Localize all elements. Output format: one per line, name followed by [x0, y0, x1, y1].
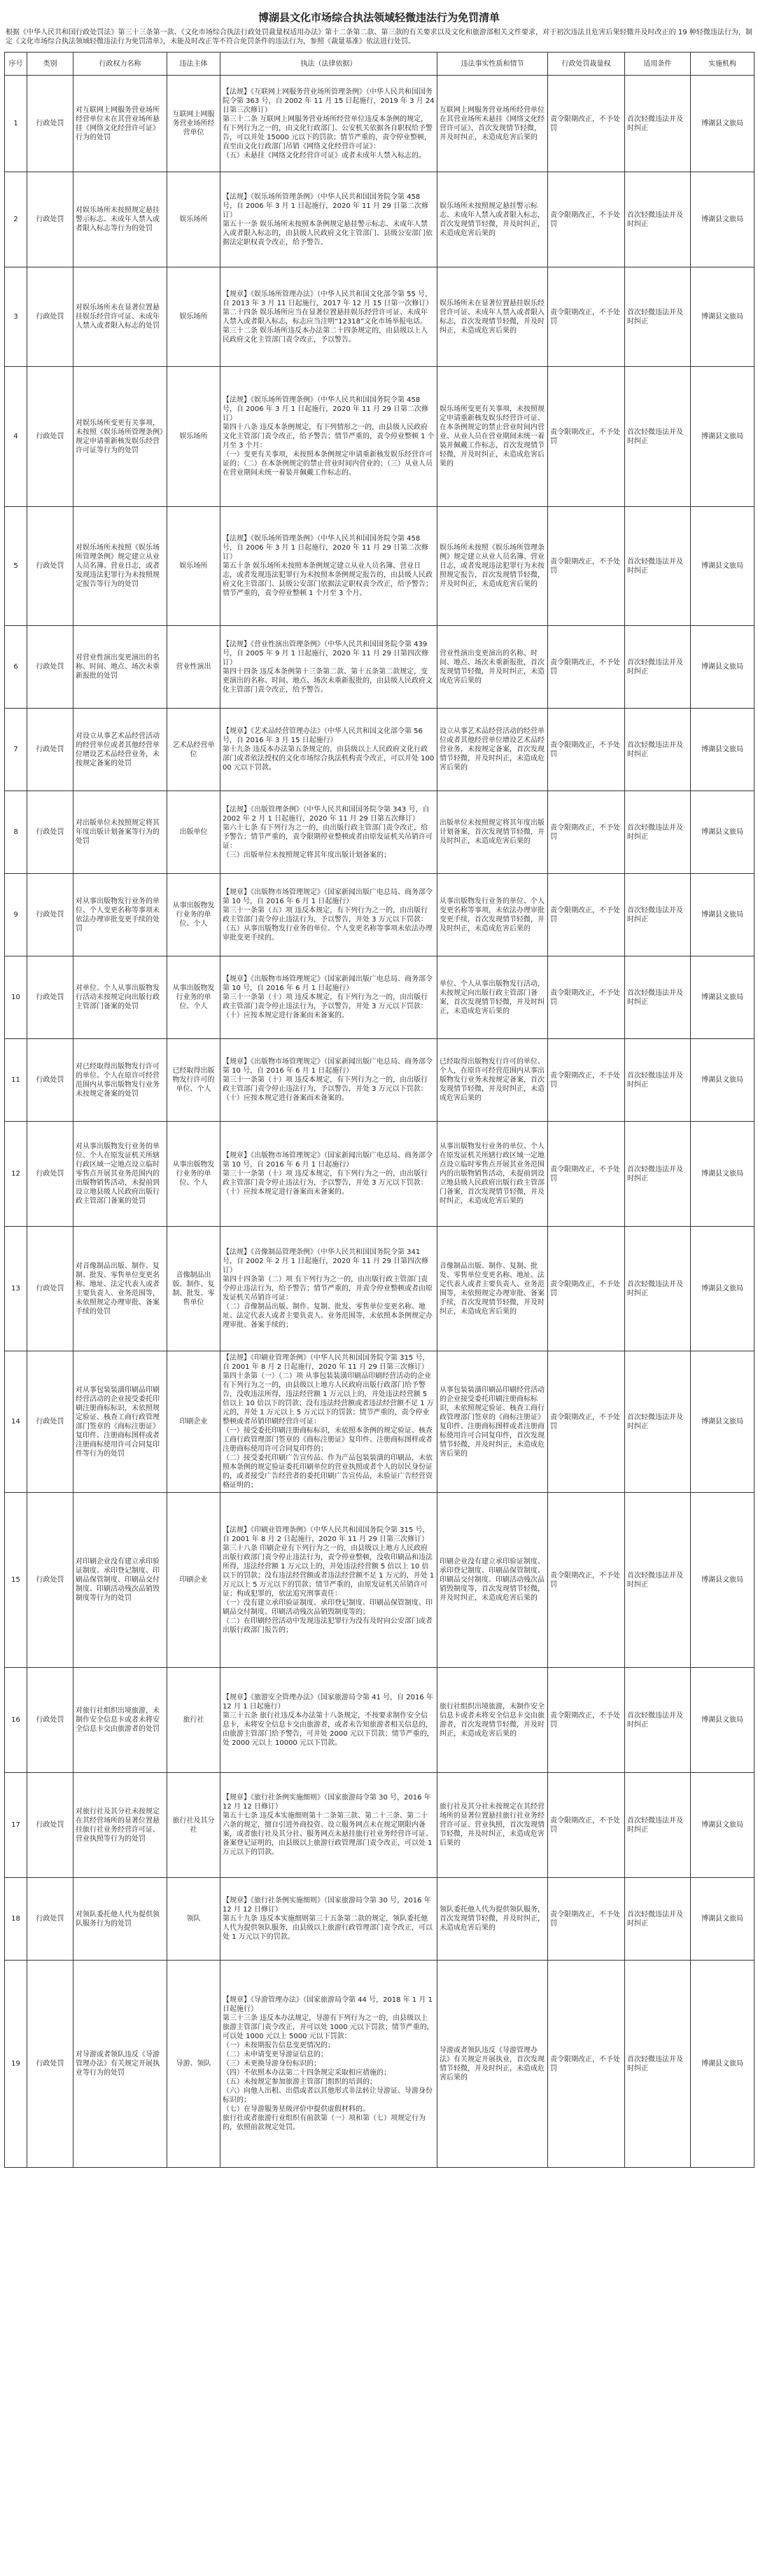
- legal-basis-line: 第五十九条 违反本实施细则第三十五条第二款的规定，领队委托他人代为提供领队服务，由县级以上旅游行政管理部门责令改正，可以处 1 万元以下的罚款。: [223, 1915, 433, 1941]
- row-fact: 领队委托他人代为提供领队服务，首次发现情节轻微，并及时纠正，未造成危害后果的: [437, 1878, 548, 1961]
- header-no: 序号: [5, 53, 27, 76]
- row-subject: 印刷企业: [167, 1351, 220, 1493]
- legal-basis-line: （二）未申请变更导游证信息的；: [223, 2051, 328, 2059]
- row-legal-basis: [220, 1878, 437, 1961]
- row-agency: 博湖县文旅局: [691, 367, 755, 507]
- row-agency: 博湖县文旅局: [691, 1351, 755, 1493]
- row-category: 行政处罚: [27, 956, 73, 1039]
- legal-basis-line: （一）接受委托印刷注册商标标识，未依照本条例的规定验证、核查工商行政管理部门签章的《商标注册证》复印件、注册商标图样或者注册商标使用许可合同复印件的；: [223, 1427, 433, 1453]
- row-category: 行政处罚: [27, 1878, 73, 1961]
- row-condition: 首次轻微违法并及时纠正: [625, 1961, 691, 2168]
- legal-basis-line: 【法规】《印刷业管理条例》（中华人民共和国国务院令第 315 号，自 2001 年 8 月 2 日起施行，2020 年 11 月 29 日第三次修订）: [223, 1354, 430, 1371]
- row-agency: 博湖县文旅局: [691, 1773, 755, 1878]
- row-subject: 互联网上网服务营业场所经营单位: [167, 76, 220, 172]
- table-row: [5, 956, 755, 1039]
- table-row: [5, 267, 755, 367]
- row-legal-basis: [220, 507, 437, 626]
- row-subject: 印刷企业: [167, 1493, 220, 1668]
- row-power-name: 对单位、个人从事出版物发行活动未按规定向出版行政主管部门备案的处罚: [73, 956, 167, 1039]
- row-condition: 首次轻微违法并及时纠正: [625, 267, 691, 367]
- row-category: 行政处罚: [27, 1961, 73, 2168]
- legal-basis-line: 【规章】《娱乐场所管理办法》（中华人民共和国文化部令第 55 号，自 2013 年 3 月 11 日起施行，2017 年 12 月 15 日第一次修订）: [223, 290, 433, 307]
- row-condition: 首次轻微违法并及时纠正: [625, 874, 691, 956]
- row-category: 行政处罚: [27, 507, 73, 626]
- row-agency: 博湖县文旅局: [691, 709, 755, 791]
- row-power-name: 对已经取得出版物发行许可的单位、个人在原许可经营范围内从事出版物发行业务未按规定备案的处罚: [73, 1039, 167, 1122]
- row-no: 6: [5, 626, 27, 709]
- legal-basis-line: 旅行社或者旅游行业组织有前款第（一）项和第（七）项规定行为的，依照前款规定处罚。: [223, 2115, 426, 2131]
- row-condition: 首次轻微违法并及时纠正: [625, 507, 691, 626]
- legal-basis-line: 第四十四条 违反本条例第十三条第二款、第十五条第二款规定，变更演出的名称、时间、地点、场次未重新报批的，由县级人民政府文化主管部门责令改正，给予警告。: [223, 667, 433, 694]
- table-row: [5, 709, 755, 791]
- row-subject: 从事出版物发行业务的单位、个人: [167, 1122, 220, 1227]
- legal-basis-line: 第三十一条第（十）项 违反本规定，有下列行为之一的，由出版行政主管部门责令停止违法行为，予以警告，并处 3 万元以下罚款：: [223, 1170, 428, 1187]
- row-category: 行政处罚: [27, 367, 73, 507]
- row-fact: 从事出版物发行业务的单位、个人在原发证机关所辖行政区域一定地点设立临时零售点开展其业务范围内的出版物销售活动，未提前到设立地县级人民政府出版行政主管部门备案，首次发现情节轻微，并及时纠正，未造成危害后果的: [437, 1122, 548, 1227]
- legal-basis-line: 【法规】《娱乐场所管理条例》（中华人民共和国国务院令第 458 号，自 2006 年 3 月 1 日起施行，2020 年 11 月 29 日第二次修订）: [223, 396, 429, 422]
- row-legal-basis: [220, 956, 437, 1039]
- row-legal-basis: [220, 1773, 437, 1878]
- row-power-name: 对从事包装装潢印刷品印刷经营活动的企业接受委托印刷注册商标标识，未依照规定验证、核查工商行政管理部门签章的《商标注册证》复印件、注册商标图样或者注册商标使用许可合同复印件等行为的处罚: [73, 1351, 167, 1493]
- penalty-exemption-table: [4, 52, 755, 2168]
- table-row: [5, 1961, 755, 2168]
- intro-paragraph: 根据《中华人民共和国行政处罚法》第三十三条第一款、《文化市场综合执法行政处罚裁量权适用办法》第十二条第二款、第三款的有关要求以及文化和旅游部相关文件要求，对于初次违法且危害后果轻微并及时改正的 19 种轻微违法行为，制定《文化市场综合执法领域轻微违法行为免罚清单》，未能及时改正等不符合免罚条件的违法行为，参照《裁量基准》依法进行处罚。: [6, 29, 752, 46]
- row-subject: 导游、领队: [167, 1961, 220, 2168]
- row-subject: 娱乐场所: [167, 507, 220, 626]
- legal-basis-line: （三）出版单位未按照规定将其年度出版计划备案的；: [223, 851, 391, 859]
- row-no: 8: [5, 791, 27, 874]
- legal-basis-line: 【规章】《旅游安全管理办法》（国家旅游局令第 41 号，自 2016 年 12 月 1 日起施行）: [223, 1693, 433, 1711]
- row-category: 行政处罚: [27, 267, 73, 367]
- row-condition: 首次轻微违法并及时纠正: [625, 1227, 691, 1351]
- row-discretion: 责令限期改正，不予处罚: [548, 76, 625, 172]
- legal-basis-line: 第三十二条 娱乐场所违反本办法第二十四条规定的，由县级以上人民政府文化主管部门责令改正，予以警告。: [223, 326, 428, 344]
- row-discretion: 责令限期改正，不予处罚: [548, 1773, 625, 1878]
- legal-basis-line: （十）应按本规定进行备案而未备案的。: [223, 1188, 349, 1196]
- legal-basis-line: 第四十条第（一）（二）项 从事包装装潢印刷品印刷经营活动的企业有下列行为之一的，由县级以上地方人民政府出版行政部门给予警告，没收违法所得，违法经营额 1 万元以上的，并处违法经营额 5 倍以上 10 倍以下的罚款；没有违法经营额或者违法经营额不足 1 万元的，并处 1 万元以上 5 万元以下的罚款；情节严重的，责令停业整顿或者吊销印刷经营许可证：: [223, 1372, 434, 1426]
- row-no: 17: [5, 1773, 27, 1878]
- row-legal-basis: [220, 172, 437, 267]
- row-power-name: 对旅行社组织出境旅游，未制作安全信息卡或者未将安全信息卡交由旅游者的处罚: [73, 1668, 167, 1773]
- row-legal-basis: [220, 1122, 437, 1227]
- row-condition: 首次轻微违法并及时纠正: [625, 1668, 691, 1773]
- row-no: 12: [5, 1122, 27, 1227]
- row-legal-basis: [220, 1039, 437, 1122]
- row-condition: 首次轻微违法并及时纠正: [625, 367, 691, 507]
- legal-basis-line: （十）应按本规定进行备案而未备案的。: [223, 1012, 349, 1019]
- table-row: [5, 874, 755, 956]
- legal-basis-line: 第十九条 违反本办法第五条规定的，由县级以上人民政府文化行政部门或者依法授权的文化市场综合执法机构责令改正，可以并处 10000 元以下罚款。: [223, 746, 435, 772]
- page-title: 博湖县文化市场综合执法领域轻微违法行为免罚清单: [258, 11, 500, 24]
- row-no: 2: [5, 172, 27, 267]
- row-condition: 首次轻微违法并及时纠正: [625, 172, 691, 267]
- table-row: [5, 791, 755, 874]
- table-header-row: [5, 53, 755, 76]
- row-category: 行政处罚: [27, 76, 73, 172]
- header-condition: 适用条件: [625, 53, 691, 76]
- table-row: [5, 1668, 755, 1773]
- legal-basis-line: 第六十七条 有下列行为之一的，由出版行政主管部门责令改正，给予警告；情节严重的，责令限期停业整顿或者由原发证机关吊销许可证：: [223, 823, 433, 850]
- row-condition: 首次轻微违法并及时纠正: [625, 1351, 691, 1493]
- header-power-name: 行政权力名称: [73, 53, 167, 76]
- legal-basis-line: 【规章】《出版物市场管理规定》（国家新闻出版广电总局、商务部令第 10 号，自 2016 年 6 月 1 日起施行）: [223, 1152, 433, 1169]
- row-legal-basis: [220, 1961, 437, 2168]
- table-row: [5, 626, 755, 709]
- row-subject: 艺术品经营单位: [167, 709, 220, 791]
- row-power-name: 对设立从事艺术品经营活动的经营单位或者其他经营单位增设艺术品经营业务，未按规定备案的处罚: [73, 709, 167, 791]
- row-discretion: 责令限期改正，不予处罚: [548, 1039, 625, 1122]
- legal-basis-line: 【规章】《艺术品经营管理办法》（中华人民共和国文化部令第 56 号，自 2016 年 3 月 15 日起施行）: [223, 727, 423, 744]
- row-category: 行政处罚: [27, 1351, 73, 1493]
- table-row: [5, 1039, 755, 1122]
- row-no: 5: [5, 507, 27, 626]
- row-no: 11: [5, 1039, 27, 1122]
- row-power-name: 对印刷企业没有建立承印验证制度、承印登记制度、印刷品保管制度、印刷品交付制度、印刷活动残次品销毁制度等行为的处罚: [73, 1493, 167, 1668]
- row-subject: 出版单位: [167, 791, 220, 874]
- legal-basis-line: 【法规】《印刷业管理条例》（中华人民共和国国务院令第 315 号，自 2001 年 8 月 2 日起施行，2020 年 11 月 29 日第三次修订）: [223, 1526, 430, 1543]
- row-power-name: 对娱乐场所未按照规定悬挂警示标志、未成年人禁入或者限入标志等行为的处罚: [73, 172, 167, 267]
- row-no: 16: [5, 1668, 27, 1773]
- row-category: 行政处罚: [27, 1773, 73, 1878]
- row-power-name: 对旅行社及其分社未按规定在其经营场所的显著位置悬挂旅行社业务经营许可证、营业执照等行为的处罚: [73, 1773, 167, 1878]
- legal-basis-line: 第二十四条 娱乐场所应当在显著位置悬挂娱乐经营许可证、未成年人禁入或者限入标志，标志应当注明“12318”文化市场举报电话。: [223, 308, 428, 326]
- legal-basis-line: 【规章】《出版物市场管理规定》（国家新闻出版广电总局、商务部令第 10 号，自 2016 年 6 月 1 日起施行）: [223, 1058, 433, 1075]
- header-fact: 违法事实性质和情节: [437, 53, 548, 76]
- row-agency: 博湖县文旅局: [691, 874, 755, 956]
- row-legal-basis: [220, 709, 437, 791]
- legal-basis-line: （六）向他人出租、出借或者以其他形式非法转让导游证、导游身份标识的；: [223, 2087, 433, 2104]
- row-discretion: 责令限期改正，不予处罚: [548, 1961, 625, 2168]
- row-legal-basis: [220, 367, 437, 507]
- row-legal-basis: [220, 791, 437, 874]
- table-row: [5, 1351, 755, 1493]
- legal-basis-line: 第三十八条 印刷企业有下列行为之一的，由县级以上地方人民政府出版行政部门责令停止违法行为，责令停业整顿，没收印刷品和违法所得，违法经营额 1 万元以上的，并处违法经营额 5 倍以上 10 倍以下的罚款；没有违法经营额或者违法经营额不足 1 万元的，并处 1 万元以上 5 万元以下的罚款；情节严重的，由原发证机关吊销许可证；构成犯罪的，依法追究刑事责任：: [223, 1544, 435, 1598]
- row-condition: 首次轻微违法并及时纠正: [625, 626, 691, 709]
- row-legal-basis: [220, 626, 437, 709]
- row-agency: 博湖县文旅局: [691, 626, 755, 709]
- row-agency: 博湖县文旅局: [691, 1039, 755, 1122]
- row-discretion: 责令限期改正，不予处罚: [548, 791, 625, 874]
- row-subject: 旅行社: [167, 1668, 220, 1773]
- header-legal-basis: 执法（法律依据）: [220, 53, 437, 76]
- legal-basis-line: 第五十一条 娱乐场所未按照本条例规定悬挂警示标志、未成年人禁入或者限入标志的，由县级人民政府文化主管部门、县级公安部门依据法定职权责令改正，给予警告。: [223, 220, 433, 246]
- legal-basis-line: （一）没有建立承印验证制度、承印登记制度、印刷品保管制度、印刷品交付制度、印刷活动残次品销毁制度等的；: [223, 1599, 433, 1616]
- row-power-name: 对娱乐场所变更有关事项，未按照《娱乐场所管理条例》规定申请重新核发娱乐经营许可证等行为的处罚: [73, 367, 167, 507]
- legal-basis-line: （五）未按规定参加旅游主管部门组织的培训的；: [223, 2078, 377, 2086]
- row-discretion: 责令限期改正，不予处罚: [548, 626, 625, 709]
- row-subject: 已经取得出版物发行许可的单位、个人: [167, 1039, 220, 1122]
- legal-basis-line: 第四十四条第（二）项 有下列行为之一的，由出版行政主管部门责令停止违法行为，给予警告；情节严重的，并责令停业整顿或者由原发证机关吊销许可证：: [223, 1276, 433, 1302]
- table-row: [5, 1773, 755, 1878]
- row-subject: 从事出版物发行业务的单位、个人: [167, 874, 220, 956]
- table-row: [5, 507, 755, 626]
- row-power-name: 对音像制品出版、制作、复制、批发、零售单位变更名称、地址、法定代表人或者主要负责人、业务范围等，未依照规定办理审批、备案手续的处罚: [73, 1227, 167, 1351]
- row-fact: 设立从事艺术品经营活动的经营单位或者其他经营单位增设艺术品经营业务，未按规定备案，首次发现情节轻微，并及时纠正，未造成危害后果的: [437, 709, 548, 791]
- legal-basis-line: （四）不依照本办法第二十四条规定采取相应措施的；: [223, 2069, 391, 2077]
- row-category: 行政处罚: [27, 1039, 73, 1122]
- legal-basis-line: （三）未更换导游身份标识的；: [223, 2060, 321, 2068]
- legal-basis-line: （一）变更有关事项，未按照本条例规定申请重新核发娱乐经营许可证的；（二）在本条例规定的禁止营业时间内营业的；（三）从业人员在营业期间未统一着装并佩戴工作标志的。: [223, 451, 433, 477]
- row-legal-basis: [220, 1351, 437, 1493]
- row-no: 19: [5, 1961, 27, 2168]
- row-discretion: 责令限期改正，不予处罚: [548, 172, 625, 267]
- row-discretion: 责令限期改正，不予处罚: [548, 267, 625, 367]
- row-fact: 娱乐场所变更有关事项，未按照规定申请重新核发娱乐经营许可证、在本条例规定的禁止营业时间内营业、从业人员在营业期间未统一着装并佩戴工作标志，首次发现情节轻微，并及时纠正，未造成危害后果的: [437, 367, 548, 507]
- legal-basis-line: 【法规】《音像制品管理条例》（中华人民共和国国务院令第 341 号，自 2002 年 2 月 1 日起施行，2020 年 11 月 29 日第四次修订）: [223, 1248, 429, 1274]
- row-no: 3: [5, 267, 27, 367]
- row-no: 9: [5, 874, 27, 956]
- legal-basis-line: 第四十八条 违反本条例规定，有下列情形之一的，由县级人民政府文化主管部门责令改正，给予警告；情节严重的，责令停业整顿 1 个月至 3 个月：: [223, 424, 435, 450]
- row-discretion: 责令限期改正，不予处罚: [548, 956, 625, 1039]
- row-category: 行政处罚: [27, 874, 73, 956]
- row-fact: 娱乐场所未按照规定悬挂警示标志、未成年人禁入或者限入标志，首次发现情节轻微，并及时纠正，未造成危害后果的: [437, 172, 548, 267]
- row-category: 行政处罚: [27, 1122, 73, 1227]
- table-row: [5, 1122, 755, 1227]
- row-agency: 博湖县文旅局: [691, 507, 755, 626]
- legal-basis-line: 【规章】《旅行社条例实施细则》（国家旅游局令第 30 号，2016 年 12 月 12 日修订）: [223, 1897, 431, 1914]
- row-agency: 博湖县文旅局: [691, 1961, 755, 2168]
- legal-basis-line: 【法规】《营业性演出管理条例》（中华人民共和国国务院令第 439 号，自 2005 年 9 月 1 日起施行，2020 年 11 月 29 日第四次修订）: [223, 640, 429, 667]
- row-category: 行政处罚: [27, 1227, 73, 1351]
- table-row: [5, 1878, 755, 1961]
- row-fact: 营业性演出变更演出的名称、时间、地点、场次未重新报批，首次发现情节轻微，并及时纠正，未造成危害后果的: [437, 626, 548, 709]
- row-discretion: 责令限期改正，不予处罚: [548, 874, 625, 956]
- row-agency: 博湖县文旅局: [691, 956, 755, 1039]
- row-power-name: 对领队委托他人代为提供领队服务行为的处罚: [73, 1878, 167, 1961]
- row-fact: 从事包装装潢印刷品印刷经营活动的企业接受委托印刷注册商标标识，未依照规定验证、核查工商行政管理部门签章的《商标注册证》复印件、注册商标图样或者注册商标使用许可合同复印件，首次发现情节轻微，并及时纠正，未造成危害后果的: [437, 1351, 548, 1493]
- row-no: 10: [5, 956, 27, 1039]
- row-fact: 娱乐场所未在显著位置悬挂娱乐经营许可证、未成年人禁入或者限入标志，首次发现情节轻微，并及时纠正，未造成危害后果的: [437, 267, 548, 367]
- legal-basis-line: 【规章】《出版物市场管理规定》（国家新闻出版广电总局、商务部令第 10 号，自 2016 年 6 月 1 日起施行）: [223, 975, 433, 992]
- row-no: 1: [5, 76, 27, 172]
- row-discretion: 责令限期改正，不予处罚: [548, 1122, 625, 1227]
- legal-basis-line: 第三十一条第（十）项 违反本规定，有下列行为之一的，由出版行政主管部门责令停止违法行为，予以警告，并处 3 万元以下罚款：: [223, 994, 428, 1010]
- row-subject: 音像制品出版、制作、复制、批发、零售单位: [167, 1227, 220, 1351]
- table-row: [5, 172, 755, 267]
- row-agency: 博湖县文旅局: [691, 1122, 755, 1227]
- row-agency: 博湖县文旅局: [691, 1227, 755, 1351]
- row-subject: 娱乐场所: [167, 267, 220, 367]
- legal-basis-line: 【法规】《娱乐场所管理条例》（中华人民共和国国务院令第 458 号，自 2006 年 3 月 1 日起施行，2020 年 11 月 29 日第二次修订）: [223, 193, 429, 219]
- legal-basis-line: 第三十二条 互联网上网服务营业场所经营单位违反本条例的规定，有下列行为之一的，由文化行政部门、公安机关依据各自职权给予警告，可以并处 15000 元以下的罚款；情节严重的，责令停业整顿，直至由文化行政部门吊销《网络文化经营许可证》：: [223, 115, 433, 151]
- legal-basis-line: （十）应按本规定进行备案而未备案的。: [223, 1094, 349, 1102]
- row-agency: 博湖县文旅局: [691, 172, 755, 267]
- row-subject: 营业性演出: [167, 626, 220, 709]
- row-no: 4: [5, 367, 27, 507]
- row-no: 14: [5, 1351, 27, 1493]
- row-discretion: 责令限期改正，不予处罚: [548, 507, 625, 626]
- row-category: 行政处罚: [27, 1493, 73, 1668]
- row-fact: 已经取得出版物发行许可的单位、个人，在原许可经营范围内从事出版物发行业务未按规定备案，首次发现情节轻微，并及时纠正，未造成危害后果的: [437, 1039, 548, 1122]
- legal-basis-line: （一）未按期报告信息变更情况的；: [223, 2042, 335, 2049]
- row-agency: 博湖县文旅局: [691, 267, 755, 367]
- header-discretion: 行政处罚裁量权: [548, 53, 625, 76]
- legal-basis-line: 【规章】《出版物市场管理规定》（国家新闻出版广电总局、商务部令第 10 号，自 2016 年 6 月 1 日起施行）: [223, 888, 433, 905]
- legal-basis-line: 【法规】《娱乐场所管理条例》（中华人民共和国国务院令第 458 号，自 2006 年 3 月 1 日起施行，2020 年 11 月 29 日第二次修订）: [223, 535, 429, 561]
- row-category: 行政处罚: [27, 1668, 73, 1773]
- row-subject: 娱乐场所: [167, 367, 220, 507]
- row-category: 行政处罚: [27, 172, 73, 267]
- row-discretion: 责令限期改正，不予处罚: [548, 1493, 625, 1668]
- row-condition: 首次轻微违法并及时纠正: [625, 1039, 691, 1122]
- row-condition: 首次轻微违法并及时纠正: [625, 76, 691, 172]
- legal-basis-line: 第三十三条 违反本办法规定，导游有下列行为之一的，由县级以上旅游主管部门责令改正，并可以处 1000 元以下罚款；情节严重的，可以处 1000 元以上 5000 元以下罚款：: [223, 2014, 434, 2040]
- header-category: 类别: [27, 53, 73, 76]
- row-fact: 娱乐场所未按照《娱乐场所管理条例》规定建立从业人员名簿、营业日志，或者发现违法犯罪行为未按照规定报告，首次发现情节轻微，并及时纠正，未造成危害后果的: [437, 507, 548, 626]
- row-fact: 从事出版物发行业务的单位、个人变更名称等事项，未依法办理审批变更手续，首次发现情节轻微，并及时纠正，未造成危害后果的: [437, 874, 548, 956]
- row-subject: 旅行社及其分社: [167, 1773, 220, 1878]
- legal-basis-line: 【规章】《旅行社条例实施细则》（国家旅游局令第 30 号，2016 年 12 月 12 日修订）: [223, 1794, 431, 1811]
- row-condition: 首次轻微违法并及时纠正: [625, 709, 691, 791]
- legal-basis-line: 第三十五条 旅行社违反本办法第十八条规定，不按要求制作安全信息卡，未将安全信息卡交由旅游者，或者未告知旅游者相关信息的，由旅游主管部门给予警告，可并处 2000 元以下罚款；情节严重的，处 2000 元以上 10000 元以下罚款。: [223, 1711, 434, 1747]
- header-subject: 违法主体: [167, 53, 220, 76]
- row-power-name: 对娱乐场所未在显著位置悬挂娱乐经营许可证、未成年人禁入或者限入标志的处罚: [73, 267, 167, 367]
- row-power-name: 对娱乐场所未按照《娱乐场所管理条例》规定建立从业人员名簿、营业日志，或者发现违法犯罪行为未按照规定报告等行为的处罚: [73, 507, 167, 626]
- legal-basis-line: （二）在印刷经营活动中发现违法犯罪行为没有及时向公安部门或者出版行政部门报告的；: [223, 1617, 433, 1634]
- row-power-name: 对导游或者领队违反《导游管理办法》有关规定开展执业等行为的处罚: [73, 1961, 167, 2168]
- row-power-name: 对从事出版物发行业务的单位、个人变更名称等事项未依法办理审批变更手续的处罚: [73, 874, 167, 956]
- row-discretion: 责令限期改正，不予处罚: [548, 1878, 625, 1961]
- row-agency: 博湖县文旅局: [691, 1668, 755, 1773]
- row-condition: 首次轻微违法并及时纠正: [625, 1122, 691, 1227]
- row-condition: 首次轻微违法并及时纠正: [625, 956, 691, 1039]
- table-row: [5, 1493, 755, 1668]
- row-subject: 从事出版物发行业务的单位、个人: [167, 956, 220, 1039]
- row-power-name: 对出版单位未按照规定将其年度出版计划备案等行为的处罚: [73, 791, 167, 874]
- row-fact: 旅行社及其分社未按规定在其经营场所的显著位置悬挂旅行社业务经营许可证、营业执照，首次发现情节轻微，并及时纠正，未造成危害后果的: [437, 1773, 548, 1878]
- row-legal-basis: [220, 1668, 437, 1773]
- row-condition: 首次轻微违法并及时纠正: [625, 1493, 691, 1668]
- row-condition: 首次轻微违法并及时纠正: [625, 1773, 691, 1878]
- row-agency: 博湖县文旅局: [691, 1878, 755, 1961]
- row-condition: 首次轻微违法并及时纠正: [625, 791, 691, 874]
- legal-basis-line: （五）未悬挂《网络文化经营许可证》或者未成年人禁入标志的。: [223, 151, 426, 160]
- row-fact: 旅行社组织出境旅游，未制作安全信息卡或者未将安全信息卡交由旅游者，首次发现情节轻微，并及时纠正，未造成危害后果的: [437, 1668, 548, 1773]
- row-fact: 音像制品出版、制作、复制、批发、零售单位变更名称、地址、法定代表人或者主要负责人、业务范围等，未依照规定办理审批、备案手续，首次发现情节轻微，并及时纠正，未造成危害后果的: [437, 1227, 548, 1351]
- header-agency: 实施机构: [691, 53, 755, 76]
- row-fact: 印刷企业没有建立承印验证制度、承印登记制度、印刷品保管制度、印刷品交付制度、印刷活动残次品销毁制度等，首次发现情节轻微，并及时纠正，未造成危害后果的: [437, 1493, 548, 1668]
- legal-basis-line: 【法规】《互联网上网服务营业场所管理条例》（中华人民共和国国务院令第 363 号，自 2002 年 11 月 15 日起施行，2019 年 3 月 24 日第三次修订）: [223, 88, 435, 114]
- legal-basis-line: 【规章】《导游管理办法》（国家旅游局令第 44 号，2018 年 1 月 1 日起施行）: [223, 1996, 433, 2013]
- row-fact: 单位、个人从事出版物发行活动，未按规定向出版行政主管部门备案，首次发现情节轻微，并及时纠正，未造成危害后果的: [437, 956, 548, 1039]
- row-category: 行政处罚: [27, 709, 73, 791]
- row-discretion: 责令限期改正，不予处罚: [548, 1668, 625, 1773]
- table-row: [5, 1227, 755, 1351]
- row-agency: 博湖县文旅局: [691, 1493, 755, 1668]
- row-no: 13: [5, 1227, 27, 1351]
- legal-basis-line: 第五十七条 违反本实施细则第十二条第三款、第二十三条、第二十六条的规定，擅自引进外商投资、设立服务网点未在规定期限内备案，或者旅行社及其分社、服务网点未悬挂旅行社业务经营许可证、备案登记证明的，由县级以上旅游行政管理部门责令改正，可以处 1 万元以下的罚款。: [223, 1812, 433, 1856]
- row-subject: 娱乐场所: [167, 172, 220, 267]
- row-legal-basis: [220, 1227, 437, 1351]
- legal-basis-line: （二）音像制品出版、制作、复制、批发、零售单位变更名称、地址、法定代表人或者主要负责人、业务范围等，未依照本条例规定办理审批、备案手续的；: [223, 1303, 433, 1329]
- legal-basis-line: （七）在导游服务星级评价中提供虚假材料的。: [223, 2105, 370, 2113]
- row-legal-basis: [220, 76, 437, 172]
- legal-basis-line: （二）接受委托印刷广告宣传品、作为产品包装装潢的印刷品，未依照本条例的规定验证委托印刷单位的营业执照或者个人的居民身份证的，或者接受广告经营者的委托印刷广告宣传品，未验证广告经营资格证明的；: [223, 1454, 433, 1489]
- row-condition: 首次轻微违法并及时纠正: [625, 1878, 691, 1961]
- row-legal-basis: [220, 267, 437, 367]
- legal-basis-line: 【法规】《出版管理条例》（中华人民共和国国务院令第 343 号，自 2002 年 2 月 1 日起施行，2020 年 11 月 29 日第五次修订）: [223, 805, 430, 823]
- row-no: 7: [5, 709, 27, 791]
- row-fact: 互联网上网服务营业场所经营单位在其营业场所未悬挂《网络文化经营许可证》，首次发现情节轻微，并及时纠正，未造成危害后果的: [437, 76, 548, 172]
- legal-basis-line: 第五十条 娱乐场所未按照本条例规定建立从业人员名簿、营业日志，或者发现违法犯罪行为未按照本条例规定报告的，由县级人民政府文化主管部门、县级公安部门依据法定职权责令改正，给予警告；情节严重的，责令停业整顿 1 个月至 3 个月。: [223, 562, 433, 597]
- row-agency: 博湖县文旅局: [691, 76, 755, 172]
- row-discretion: 责令限期改正，不予处罚: [548, 367, 625, 507]
- row-fact: 导游或者领队违反《导游管理办法》有关规定开展执业，首次发现情节轻微，并及时纠正，未造成危害后果的: [437, 1961, 548, 2168]
- legal-basis-line: （五）从事出版物发行业务的单位、个人变更名称等事项未依法办理审批变更手续的。: [223, 924, 433, 942]
- table-row: [5, 76, 755, 172]
- row-agency: 博湖县文旅局: [691, 791, 755, 874]
- row-power-name: 对营业性演出变更演出的名称、时间、地点、场次未重新报批的处罚: [73, 626, 167, 709]
- row-fact: 出版单位未按照规定将其年度出版计划备案，首次发现情节轻微，并及时纠正，未造成危害后果的: [437, 791, 548, 874]
- row-no: 18: [5, 1878, 27, 1961]
- legal-basis-line: 第三十一条第（五）项 违反本规定，有下列行为之一的，由出版行政主管部门责令停止违法行为，予以警告，并处 3 万元以下罚款：: [223, 906, 428, 924]
- legal-basis-line: 第三十一条第（十）项 违反本规定，有下列行为之一的，由出版行政主管部门责令停止违法行为，予以警告，并处 3 万元以下罚款：: [223, 1076, 428, 1093]
- row-power-name: 对互联网上网服务营业场所经营单位未在其营业场所悬挂《网络文化经营许可证》行为的处罚: [73, 76, 167, 172]
- row-discretion: 责令限期改正，不予处罚: [548, 709, 625, 791]
- row-power-name: 对从事出版物发行业务的单位、个人在原发证机关所辖行政区域一定地点设立临时零售点开展其业务范围内的出版物销售活动，未提前到设立地县级人民政府出版行政主管部门备案的处罚: [73, 1122, 167, 1227]
- table-row: [5, 367, 755, 507]
- row-no: 15: [5, 1493, 27, 1668]
- row-category: 行政处罚: [27, 791, 73, 874]
- row-legal-basis: [220, 874, 437, 956]
- row-discretion: 责令限期改正，不予处罚: [548, 1351, 625, 1493]
- row-category: 行政处罚: [27, 626, 73, 709]
- row-subject: 领队: [167, 1878, 220, 1961]
- row-discretion: 责令限期改正，不予处罚: [548, 1227, 625, 1351]
- row-legal-basis: [220, 1493, 437, 1668]
